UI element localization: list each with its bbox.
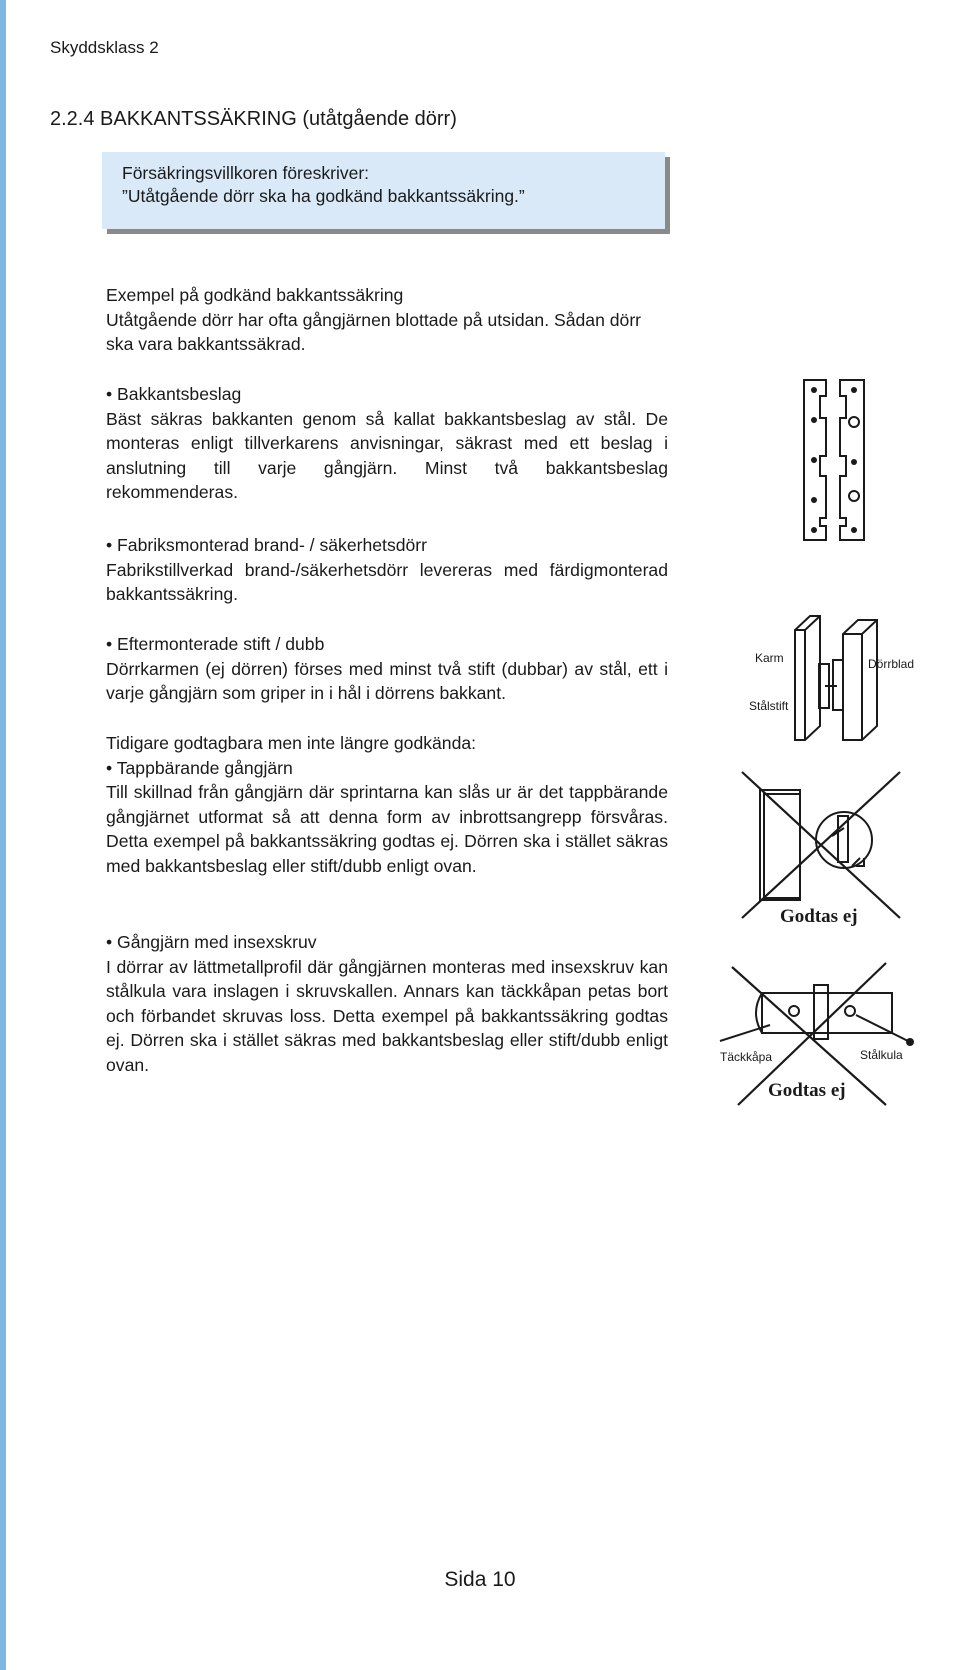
- verdict-tappbarande: Godtas ej: [780, 906, 858, 927]
- bakkantsbeslag-figure: [800, 378, 870, 543]
- intro-heading: Exempel på godkänd bakkantssäkring: [106, 285, 404, 305]
- verdict-insexskruv: Godtas ej: [768, 1080, 846, 1101]
- tappbarande-figure: [740, 770, 910, 940]
- intro-text: Utåtgående dörr har ofta gångjärnen blottade på utsidan. Sådan dörr ska vara bakkantssäkrad.: [106, 309, 642, 354]
- insexskruv-drawing: [710, 955, 925, 1115]
- callout-line-2: ”Utåtgående dörr ska ha godkänd bakkantssäkring.”: [122, 186, 525, 206]
- tappbarande-heading: • Tappbärande gångjärn: [106, 757, 293, 778]
- label-stalstift: Stålstift: [749, 699, 789, 713]
- fabriksmonterad-text: Fabrikstillverkad brand-/säkerhetsdörr levereras med färdigmonterad bakkantssäkring.: [106, 559, 668, 604]
- callout-line-1: Försäkringsvillkoren föreskriver:: [122, 163, 370, 183]
- label-stalkula: Stålkula: [860, 1048, 903, 1062]
- not-approved-intro: Tidigare godtagbara men inte längre godkända:: [106, 733, 477, 753]
- page-number: Sida 10: [444, 1568, 516, 1591]
- running-head: Skyddsklass 2: [50, 38, 159, 57]
- tappbarande-section: [106, 731, 668, 878]
- bakkantsbeslag-drawing: [800, 378, 870, 543]
- insurance-requirement-callout: [102, 152, 665, 229]
- section-title: 2.2.4 BAKKANTSSÄKRING (utåtgående dörr): [50, 108, 457, 130]
- bakkantsbeslag-heading: • Bakkantsbeslag: [106, 384, 242, 404]
- stalkula-dot: [906, 1038, 914, 1046]
- fabriksmonterad-heading: • Fabriksmonterad brand- / säkerhetsdörr: [106, 535, 428, 555]
- insexskruv-heading: • Gångjärn med insexskruv: [106, 932, 317, 952]
- eftermonterade-stift-heading: • Eftermonterade stift / dubb: [106, 634, 325, 654]
- bakkantsbeslag-section: [106, 382, 668, 505]
- intro-section: [106, 283, 668, 357]
- label-karm: Karm: [755, 651, 784, 665]
- stift-drawing: [749, 612, 925, 747]
- eftermonterade-stift-text: Dörrkarmen (ej dörren) förses med minst två stift (dubbar) av stål, ett i varje gångjärn som griper in i hål i dörrens bakkant.: [106, 658, 668, 703]
- insexskruv-section: [106, 930, 668, 1077]
- insexskruv-text: I dörrar av lättmetallprofil där gångjärnen monteras med insexskruv kan stålkula vara inslagen i skruvskallen. Annars kan täckkåpan petas bort och förbandet skruvas loss. Detta exempel på bakkantssäkring godtas ej. Dörren ska i stället säkras med bakkantsbeslag eller stift/dubb enligt ovan.: [106, 956, 668, 1075]
- page-edge-bar: [0, 0, 6, 1670]
- eftermonterade-stift-section: [106, 632, 668, 706]
- label-dorrblad: Dörrblad: [868, 657, 915, 671]
- tappbarande-drawing: [740, 770, 910, 940]
- tappbarande-text: Till skillnad från gångjärn där sprintarna kan slås ur är det tappbärande gångjärnet utformat så att denna form av inbrottsangrepp försvåras. Detta exempel på bakkantssäkring godtas ej. Dörren ska i stället säkras med bakkantsbeslag eller stift/dubb enligt ovan.: [106, 782, 668, 876]
- bakkantsbeslag-text: Bäst säkras bakkanten genom så kallat bakkantsbeslag av stål. De monteras enligt tillverkarens anvisningar, säkrast med ett beslag i anslutning till varje gångjärn. Minst två bakkantsbeslag rekommenderas.: [106, 408, 668, 502]
- eftermonterade-stift-figure: [749, 612, 925, 747]
- label-tackkapa: Täckkåpa: [720, 1050, 773, 1064]
- fabriksmonterad-section: [106, 533, 668, 607]
- insexskruv-figure: [710, 955, 925, 1115]
